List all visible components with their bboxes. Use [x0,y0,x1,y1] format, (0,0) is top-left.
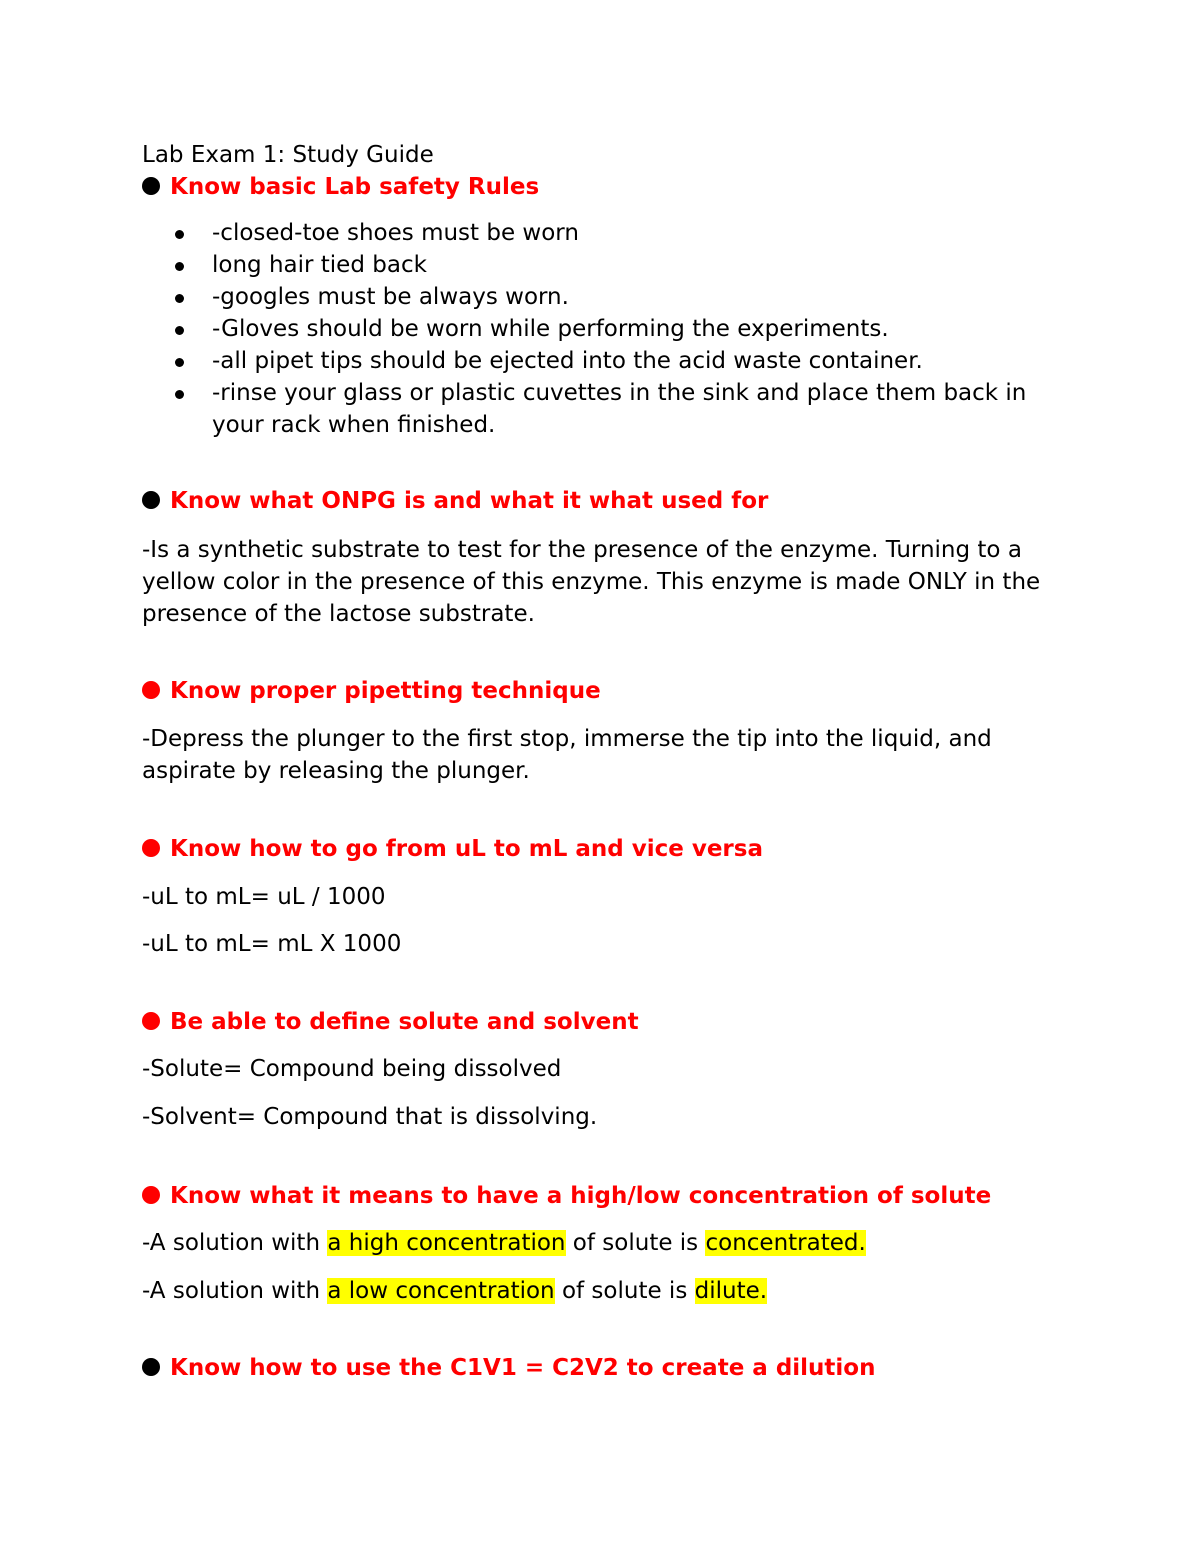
list-item-text: -Gloves should be worn while performing the experiments. [212,316,889,342]
list-item [172,377,1072,441]
red-bullet-icon [142,681,160,699]
highlighted-text: a low concentration [327,1278,555,1304]
section-heading-dilution [142,1352,876,1384]
low-concentration-line [142,1275,767,1307]
list-item-text: -rinse your glass or plastic cuvettes in the sink and place them back in your rack when finished. [212,380,1027,438]
red-bullet-icon [142,839,160,857]
conversion-line-2: -uL to mL= mL X 1000 [142,931,402,957]
section-heading-lab-safety [142,171,539,203]
bullet-icon [175,358,184,367]
bullet-icon [175,262,184,271]
highlighted-text: dilute. [694,1278,768,1304]
onpg-description: -Is a synthetic substrate to test for the presence of the enzyme. Turning to a yellow color in the presence of this enzyme. This enzyme is made ONLY in the presence of the lactose substrate. [142,537,1041,627]
heading-text: Know what it means to have a high/low concentration of solute [170,1183,992,1209]
pipetting-description: -Depress the plunger to the first stop, immerse the tip into the liquid, and aspirate by releasing the plunger. [142,726,992,784]
heading-text: Know how to go from uL to mL and vice versa [170,836,763,862]
heading-text: Know basic Lab safety Rules [170,174,540,200]
section-heading-units [142,833,763,865]
section-heading-concentration [142,1180,991,1212]
red-bullet-icon [142,1186,160,1204]
list-item [172,249,1072,281]
black-bullet-icon [142,1358,160,1376]
line-prefix: -A solution with [142,1230,328,1256]
highlighted-text: concentrated. [705,1230,866,1256]
list-item [172,313,1072,345]
list-item [172,217,1072,249]
black-bullet-icon [142,491,160,509]
list-item [172,345,1072,377]
heading-text: Know how to use the C1V1 = C2V2 to create a dilution [170,1355,876,1381]
section-heading-onpg [142,485,768,517]
heading-text: Know proper pipetting technique [170,678,601,704]
list-item-text: -all pipet tips should be ejected into the acid waste container. [212,348,923,374]
list-item [172,281,1072,313]
heading-text: Be able to define solute and solvent [170,1009,639,1035]
solvent-definition: -Solvent= Compound that is dissolving. [142,1104,598,1130]
conversion-line-1: -uL to mL= uL / 1000 [142,884,386,910]
section-heading-pipetting [142,675,601,707]
list-item-text: -closed-toe shoes must be worn [212,220,579,246]
list-item-text: -googles must be always worn. [212,284,569,310]
section-heading-solute-solvent [142,1006,639,1038]
bullet-icon [175,326,184,335]
heading-text: Know what ONPG is and what it what used for [170,488,769,514]
high-concentration-line [142,1227,866,1259]
red-bullet-icon [142,1012,160,1030]
bullet-icon [175,294,184,303]
line-prefix: -A solution with [142,1278,328,1304]
line-middle: of solute is [554,1278,695,1304]
bullet-icon [175,230,184,239]
solute-definition: -Solute= Compound being dissolved [142,1056,562,1082]
bullet-icon [175,390,184,399]
line-middle: of solute is [565,1230,706,1256]
list-item-text: long hair tied back [212,252,427,278]
safety-rules-list [172,217,1072,441]
black-bullet-icon [142,177,160,195]
highlighted-text: a high concentration [327,1230,566,1256]
document-title: Lab Exam 1: Study Guide [142,142,434,168]
